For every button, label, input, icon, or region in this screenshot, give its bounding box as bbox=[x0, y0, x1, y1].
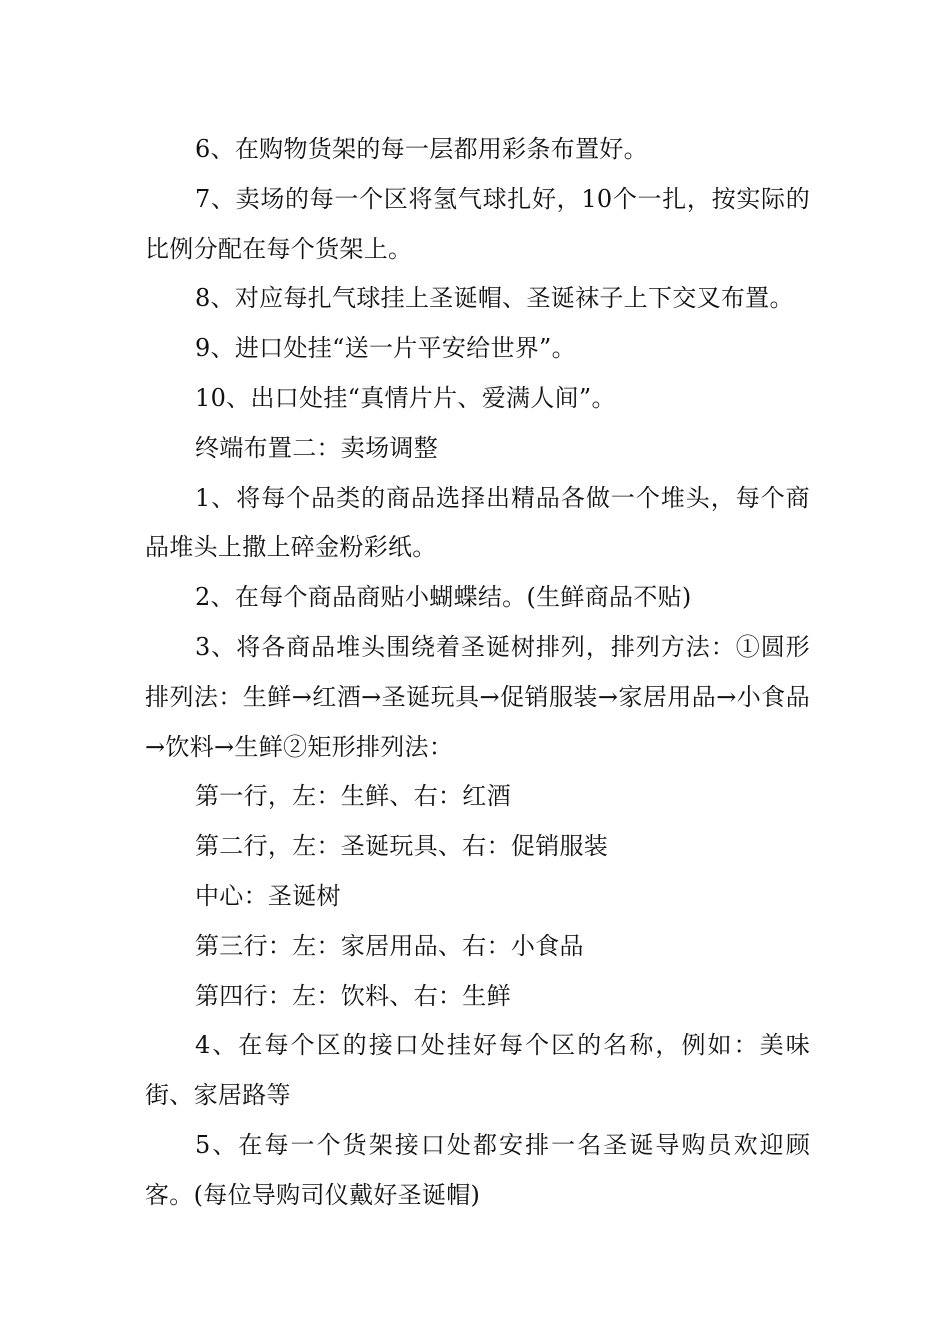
layout-row-1: 第一行，左：生鲜、右：红酒 bbox=[195, 782, 511, 811]
layout-row-3: 第三行：左：家居用品、右：小食品 bbox=[195, 931, 584, 960]
paragraph-item-10: 10、出口处挂“真情片片、爱满人间”。 bbox=[195, 383, 616, 412]
paragraph-adjust-5: 5、在每一个货架接口处都安排一名圣诞导购员欢迎顾客。(每位导购司仪戴好圣诞帽) bbox=[145, 1130, 810, 1209]
paragraph-adjust-4: 4、在每个区的接口处挂好每个区的名称，例如：美味街、家居路等 bbox=[145, 1031, 810, 1110]
section-heading: 终端布置二：卖场调整 bbox=[195, 433, 438, 462]
layout-row-2: 第二行，左：圣诞玩具、右：促销服装 bbox=[195, 832, 609, 861]
paragraph-item-8: 8、对应每扎气球挂上圣诞帽、圣诞袜子上下交叉布置。 bbox=[195, 284, 794, 313]
layout-row-4: 第四行：左：饮料、右：生鲜 bbox=[195, 981, 511, 1010]
paragraph-item-7: 7、卖场的每一个区将氢气球扎好，10个一扎，按实际的比例分配在每个货架上。 bbox=[145, 184, 810, 263]
layout-center: 中心：圣诞树 bbox=[195, 881, 341, 910]
document-page bbox=[145, 125, 810, 1221]
paragraph-item-9: 9、进口处挂“送一片平安给世界”。 bbox=[195, 334, 576, 363]
paragraph-item-6: 6、在购物货架的每一层都用彩条布置好。 bbox=[195, 135, 648, 163]
paragraph-adjust-1: 1、将每个品类的商品选择出精品各做一个堆头，每个商品堆头上撒上碎金粉彩纸。 bbox=[145, 483, 810, 562]
paragraph-adjust-2: 2、在每个商品商贴小蝴蝶结。(生鲜商品不贴) bbox=[195, 583, 692, 612]
paragraph-adjust-3: 3、将各商品堆头围绕着圣诞树排列，排列方法：①圆形排列法：生鲜→红酒→圣诞玩具→促销服装→家居用品→小食品→饮料→生鲜②矩形排列法： bbox=[145, 632, 810, 761]
